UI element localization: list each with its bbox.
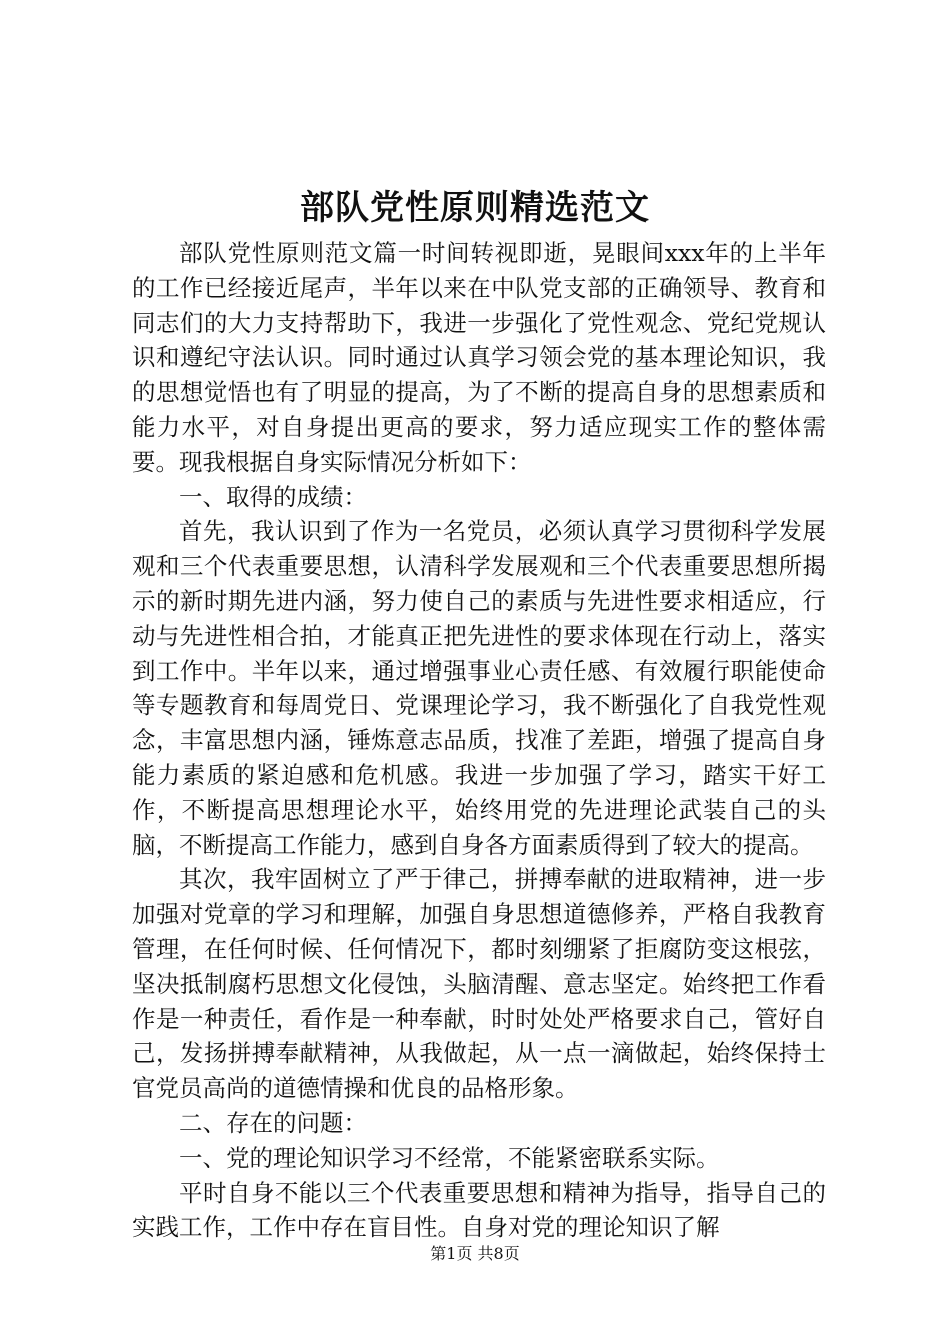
document-title: 部队党性原则精选范文 bbox=[300, 188, 650, 228]
paragraph-second: 其次，我牢固树立了严于律己，拼搏奉献的进取精神，进一步加强对党章的学习和理解，加强自身思想道德修养，严格自我教育管理，在任何时候、任何情况下，都时刻绷紧了拒腐防变这根弦，坚决抵制腐朽思想文化侵蚀，头脑清醒、意志坚定。始终把工作看作是一种责任，看作是一种奉献，时时处处严格要求自己，管好自己，发扬拼搏奉献精神，从我做起，从一点一滴做起，始终保持士官党员高尚的道德情操和优良的品格形象。 bbox=[132, 865, 826, 1103]
paragraph-first: 首先，我认识到了作为一名党员，必须认真学习贯彻科学发展观和三个代表重要思想，认清科学发展观和三个代表重要思想所揭示的新时期先进内涵，努力使自己的素质与先进性要求相适应，行动与先进性相合拍，才能真正把先进性的要求体现在行动上，落实到工作中。半年以来，通过增强事业心责任感、有效履行职能使命等专题教育和每周党日、党课理论学习，我不断强化了自我党性观念，丰富思想内涵，锤炼意志品质，找准了差距，增强了提高自身能力素质的紧迫感和危机感。我进一步加强了学习，踏实干好工作，不断提高思想理论水平，始终用党的先进理论武装自己的头脑，不断提高工作能力，感到自身各方面素质得到了较大的提高。 bbox=[132, 517, 826, 859]
document-body bbox=[132, 236, 826, 1245]
page-footer: 第1页 共8页 bbox=[430, 1244, 520, 1263]
section-heading-problems: 二、存在的问题： bbox=[179, 1108, 367, 1137]
subheading-theory-study: 一、党的理论知识学习不经常，不能紧密联系实际。 bbox=[179, 1143, 720, 1172]
paragraph-intro: 部队党性原则范文篇一时间转视即逝，晃眼间xxx年的上半年的工作已经接近尾声，半年以来在中队党支部的正确领导、教育和同志们的大力支持帮助下，我进一步强化了党性观念、党纪党规认识和遵纪守法认识。同时通过认真学习领会党的基本理论知识，我的思想觉悟也有了明显的提高，为了不断的提高自身的思想素质和能力水平，对自身提出更高的要求，努力适应现实工作的整体需要。现我根据自身实际情况分析如下： bbox=[132, 239, 826, 476]
paragraph-theory-study: 平时自身不能以三个代表重要思想和精神为指导，指导自己的实践工作，工作中存在盲目性。自身对党的理论知识了解 bbox=[132, 1178, 826, 1242]
section-heading-achievements: 一、取得的成绩： bbox=[179, 482, 367, 511]
